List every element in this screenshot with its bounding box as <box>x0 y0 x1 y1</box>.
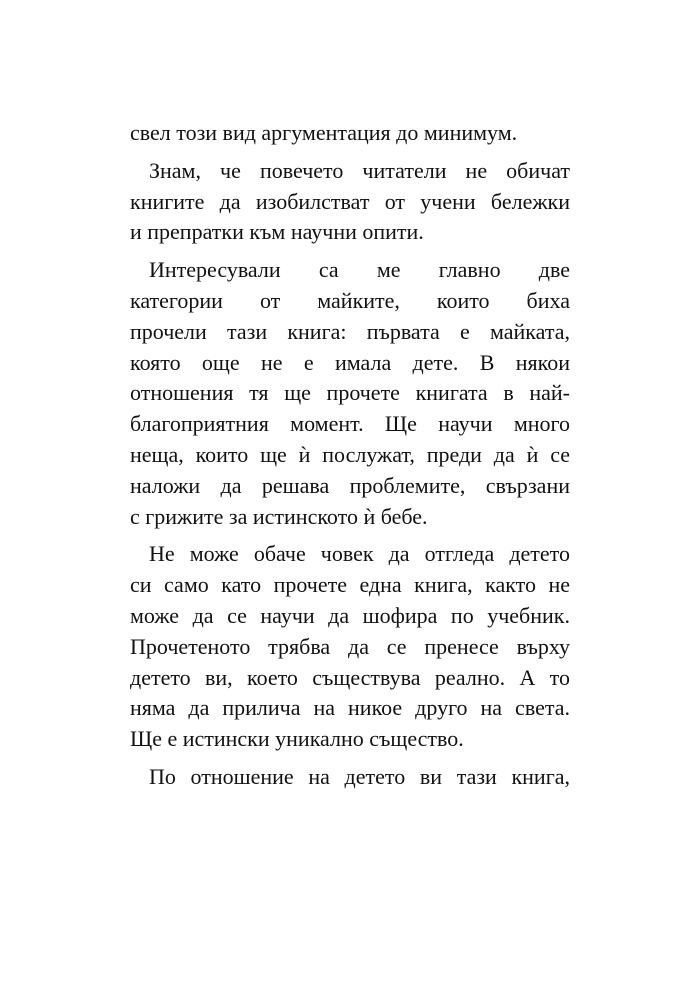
text-line: категории от майките, които биха <box>130 287 570 313</box>
text-line: може да се научи да шофира по учебник. <box>130 602 570 628</box>
text-line: която още не е имала дете. В някои <box>130 349 570 375</box>
text-line: наложи да решава проблемите, свързани <box>130 472 570 498</box>
text-line: отношения тя ще прочете книгата в най- <box>130 380 570 406</box>
paragraph-4 <box>130 539 570 755</box>
text-line: и препратки към научни опити. <box>130 219 424 245</box>
text-line: си само като прочете една книга, както не <box>130 572 570 598</box>
text-line: неща, които ще ѝ послужат, преди да ѝ се <box>130 441 570 467</box>
text-line: книгите да изобилстват от учени бележки <box>130 188 570 214</box>
text-line: Прочетеното трябва да се пренесе върху <box>130 633 570 659</box>
text-line: няма да прилича на никое друго на света. <box>130 695 570 721</box>
text-line: благоприятния момент. Ще научи много <box>130 411 570 437</box>
text-line: с грижите за истинското ѝ бебе. <box>130 503 428 529</box>
page-text <box>130 118 570 800</box>
text-line: Ще е истински уникално същество. <box>130 726 464 752</box>
paragraph-3 <box>130 255 570 532</box>
text-line: Интересували са ме главно две <box>149 257 570 283</box>
text-line: свел този вид аргументация до минимум. <box>130 120 518 145</box>
text-line: Знам, че повечето читатели не обичат <box>149 157 570 183</box>
paragraph-2 <box>130 156 570 248</box>
text-line: детето ви, което съществува реално. А то <box>130 664 570 690</box>
paragraph-1 <box>130 118 570 149</box>
text-line: По отношение на детето ви тази книга, <box>149 763 570 789</box>
text-line: Не може обаче човек да отгледа детето <box>149 541 570 567</box>
text-line: прочели тази книга: първата е майката, <box>130 318 570 344</box>
paragraph-5 <box>130 762 570 793</box>
